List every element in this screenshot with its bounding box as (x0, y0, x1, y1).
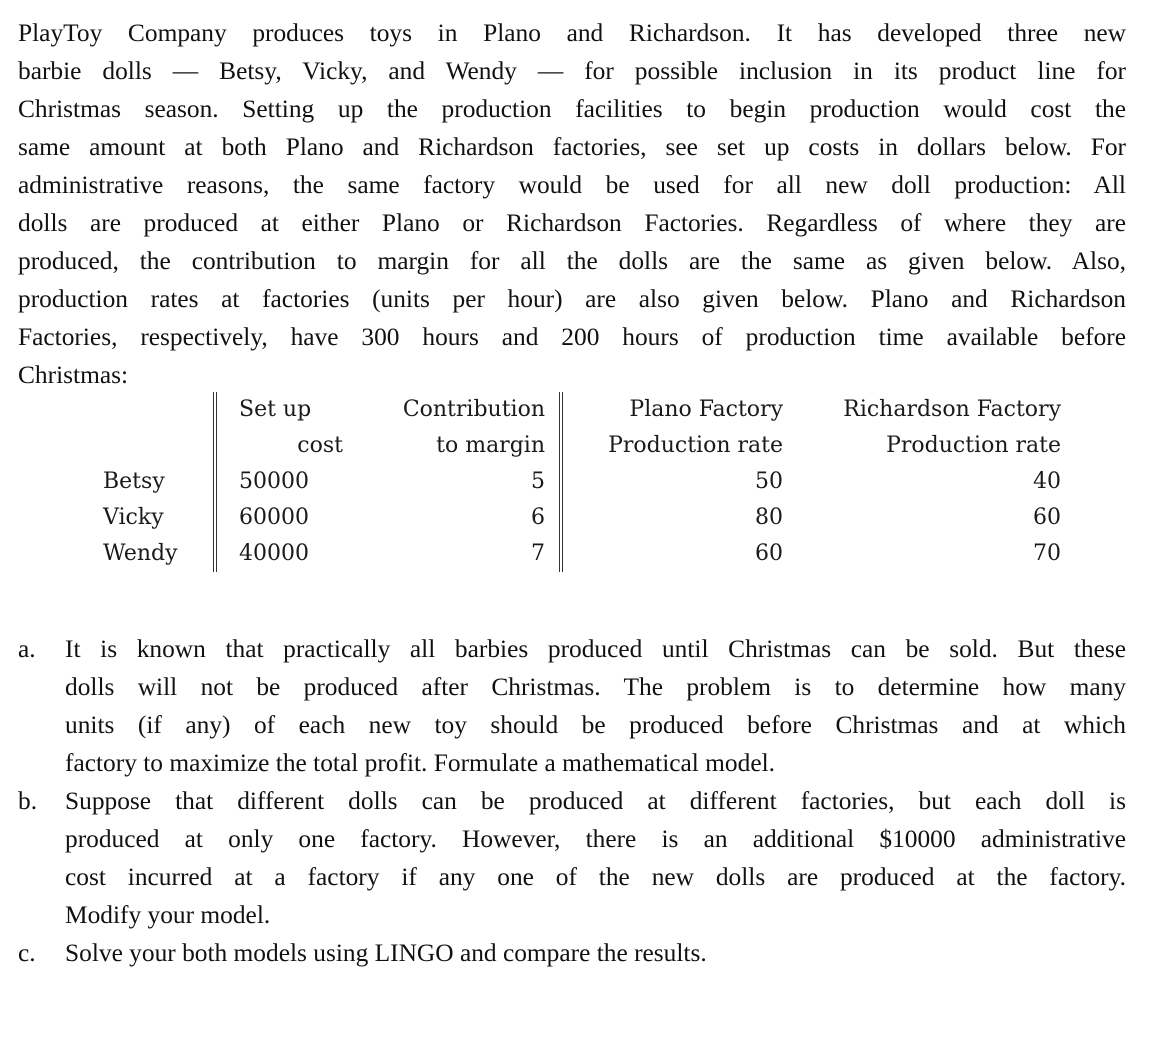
table-row (101, 536, 1063, 572)
contribution-cell: 6 (355, 500, 561, 536)
intro-line: administrative reasons, the same factory would be used for all new doll production: All (18, 171, 1126, 199)
doll-name-cell: Vicky (101, 500, 215, 536)
plano-rate-cell: 50 (755, 469, 783, 494)
question-line: produced at only one factory. However, there is an additional $10000 administrative (65, 825, 1126, 853)
doll-name-cell: Betsy (101, 464, 215, 500)
header-setup-cost: cost (297, 433, 343, 458)
intro-line: production rates at factories (units per hour) are also given below. Plano and Richardson (18, 285, 1126, 313)
header-plano-rate: Production rate (608, 433, 783, 458)
table-header-row (101, 392, 1063, 428)
table-row (101, 500, 1063, 536)
intro-line: same amount at both Plano and Richardson factories, see set up costs in dollars below. For (18, 133, 1126, 161)
intro-paragraph (18, 14, 1126, 394)
richardson-rate-cell: 70 (1033, 541, 1061, 566)
question-line: cost incurred at a factory if any one of the new dolls are produced at the factory. (65, 863, 1126, 891)
problem-page (18, 14, 1126, 394)
question-marker: a. (18, 635, 36, 663)
header-empty-cell (101, 392, 215, 428)
plano-rate-cell: 60 (755, 541, 783, 566)
plano-rate-cell: 80 (755, 505, 783, 530)
header-richardson: Richardson Factory (843, 397, 1061, 422)
question-c (18, 934, 1126, 972)
header-contribution: Contribution (355, 392, 561, 428)
question-line: factory to maximize the total profit. Formulate a mathematical model. (65, 749, 775, 777)
question-list (18, 630, 1126, 972)
question-line: dolls will not be produced after Christmas. The problem is to determine how many (65, 673, 1126, 701)
intro-line: barbie dolls — Betsy, Vicky, and Wendy — for possible inclusion in its product line for (18, 57, 1126, 85)
question-marker: c. (18, 939, 36, 967)
richardson-rate-cell: 40 (1033, 469, 1061, 494)
table-header-row (101, 428, 1063, 464)
richardson-rate-cell: 60 (1033, 505, 1061, 530)
setup-cost-cell: 60000 (239, 505, 309, 530)
header-setup: Set up (239, 397, 312, 422)
question-b (18, 782, 1126, 934)
doll-name-cell: Wendy (101, 536, 215, 572)
question-marker: b. (18, 787, 38, 815)
question-a (18, 630, 1126, 782)
doll-data-table-wrapper (101, 392, 1065, 572)
intro-line: produced, the contribution to margin for all the dolls are the same as given below. Also, (18, 247, 1126, 275)
intro-line: Christmas: (18, 361, 129, 389)
contribution-cell: 7 (355, 536, 561, 572)
question-line: units (if any) of each new toy should be produced before Christmas and at which (65, 711, 1126, 739)
header-plano: Plano Factory (629, 397, 783, 422)
question-line: Suppose that different dolls can be produced at different factories, but each doll is (65, 787, 1126, 815)
question-line: It is known that practically all barbies produced until Christmas can be sold. But these (65, 635, 1126, 663)
header-contribution-margin: to margin (355, 428, 561, 464)
doll-data-table (101, 392, 1065, 572)
intro-line: Factories, respectively, have 300 hours and 200 hours of production time available before (18, 323, 1126, 351)
setup-cost-cell: 40000 (239, 541, 309, 566)
header-richardson-rate: Production rate (886, 433, 1061, 458)
table-row (101, 464, 1063, 500)
contribution-cell: 5 (355, 464, 561, 500)
header-empty-cell (101, 428, 215, 464)
question-line: Modify your model. (65, 901, 271, 929)
question-line: Solve your both models using LINGO and compare the results. (65, 939, 707, 967)
intro-line: Christmas season. Setting up the production facilities to begin production would cost the (18, 95, 1126, 123)
intro-line: PlayToy Company produces toys in Plano and Richardson. It has developed three new (18, 19, 1126, 47)
intro-line: dolls are produced at either Plano or Richardson Factories. Regardless of where they are (18, 209, 1126, 237)
setup-cost-cell: 50000 (239, 469, 309, 494)
